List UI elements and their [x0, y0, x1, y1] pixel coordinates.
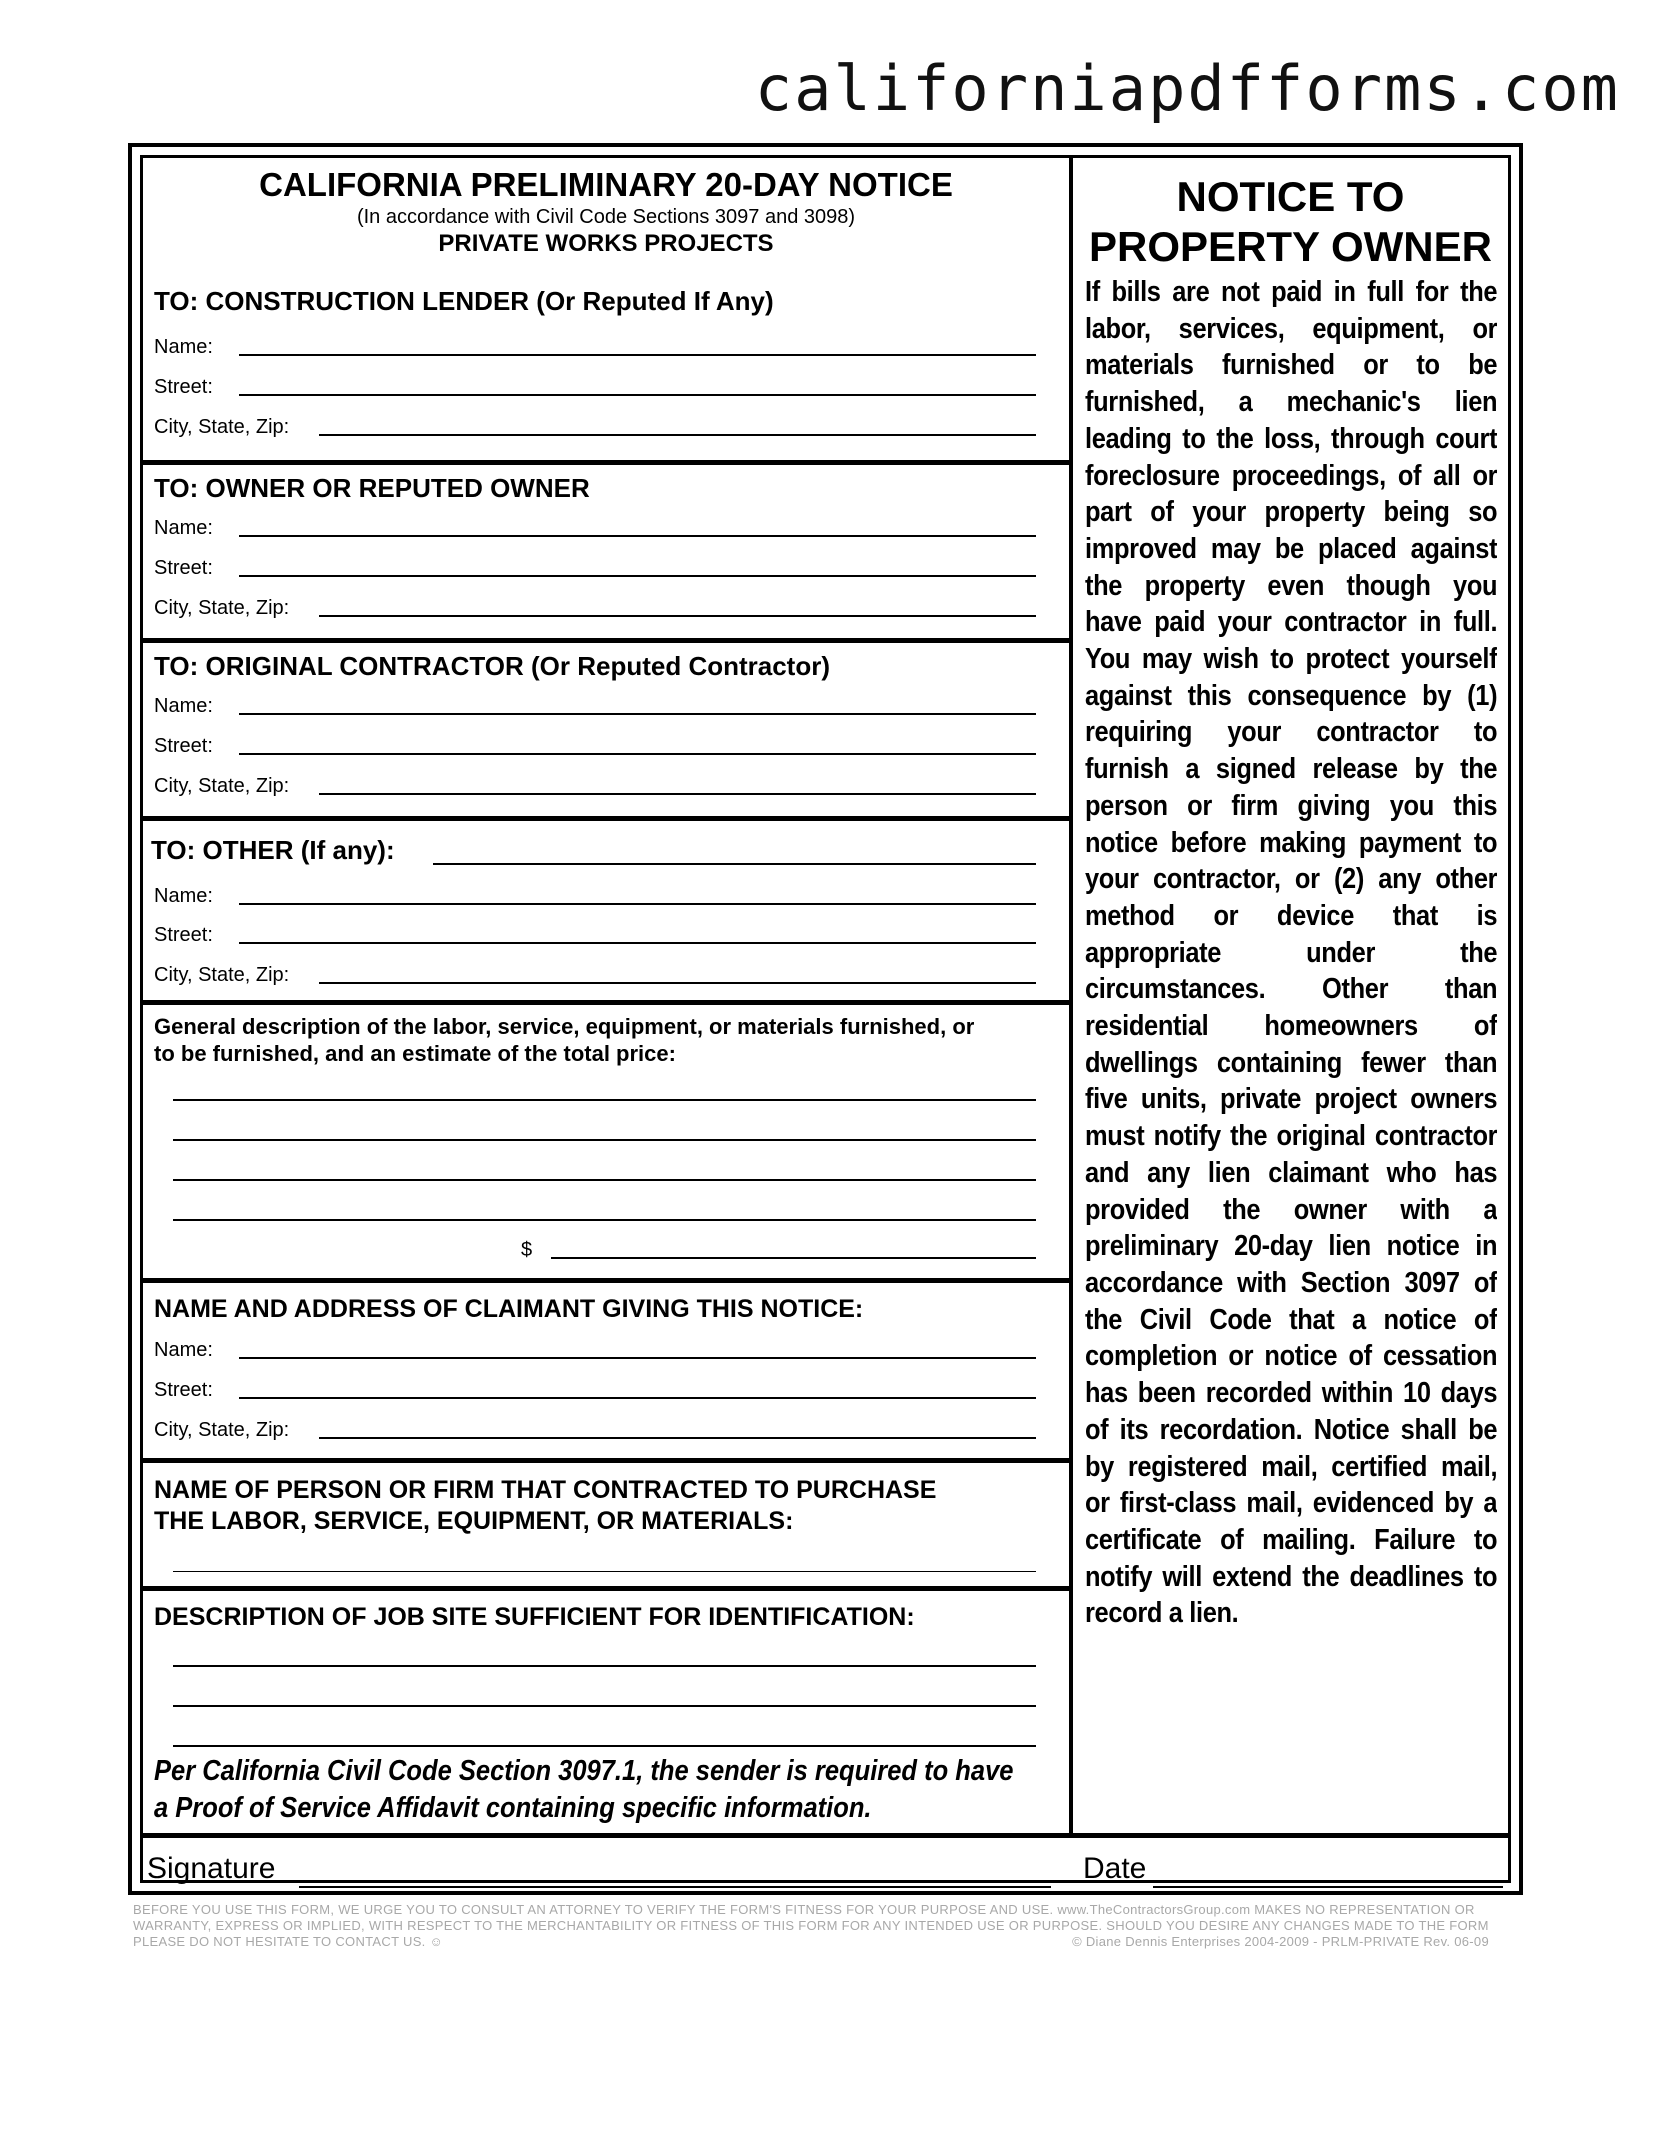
notice-heading	[1073, 172, 1508, 272]
form-inner-frame	[140, 155, 1511, 1883]
other-street-label: Street:	[154, 924, 213, 946]
signature-field[interactable]	[299, 1886, 1051, 1888]
lender-name-field[interactable]	[239, 354, 1036, 356]
proof-of-service-note	[154, 1753, 1043, 1827]
form-title: CALIFORNIA PRELIMINARY 20-DAY NOTICE	[259, 166, 953, 203]
date-label: Date	[1083, 1852, 1147, 1885]
disclaimer-line1: BEFORE YOU USE THIS FORM, WE URGE YOU TO CONSULT AN ATTORNEY TO VERIFY THE FORM'S FITNESS FOR YOUR PURPOSE AND USE. www.TheContractorsGroup.com MAKES NO REPRESENTATION OR	[133, 1902, 1475, 1917]
contractor-city-field[interactable]	[319, 793, 1036, 795]
claimant-name-label: Name:	[154, 1339, 213, 1361]
jobsite-field-2[interactable]	[173, 1705, 1036, 1707]
description-field-3[interactable]	[173, 1179, 1036, 1181]
description-heading-line1: General description of the labor, service, equipment, or materials furnished, or	[154, 1014, 975, 1039]
contractor-street-field[interactable]	[239, 753, 1036, 755]
jobsite-heading: DESCRIPTION OF JOB SITE SUFFICIENT FOR IDENTIFICATION:	[154, 1603, 915, 1631]
form-subtitle: (In accordance with Civil Code Sections 3097 and 3098)	[356, 206, 856, 228]
claimant-heading: NAME AND ADDRESS OF CLAIMANT GIVING THIS NOTICE:	[154, 1295, 864, 1323]
claimant-city-field[interactable]	[319, 1437, 1036, 1439]
other-street-field[interactable]	[239, 942, 1036, 944]
claimant-name-field[interactable]	[239, 1357, 1036, 1359]
signature-row	[143, 1833, 1508, 1897]
notice-body-wrap	[1085, 274, 1497, 1774]
claimant-section	[143, 1278, 1069, 1458]
lender-street-label: Street:	[154, 376, 213, 398]
claimant-city-label: City, State, Zip:	[154, 1419, 290, 1441]
signature-label: Signature	[147, 1852, 276, 1885]
claimant-street-field[interactable]	[239, 1397, 1036, 1399]
other-field[interactable]	[433, 863, 1036, 865]
form-subtitle-projects: PRIVATE WORKS PROJECTS	[438, 230, 774, 257]
notice-heading-line2: PROPERTY OWNER	[1089, 223, 1492, 270]
purchaser-heading-line2: THE LABOR, SERVICE, EQUIPMENT, OR MATERIALS:	[154, 1507, 794, 1535]
description-heading-line2: to be furnished, and an estimate of the total price:	[154, 1041, 676, 1066]
owner-city-label: City, State, Zip:	[154, 597, 290, 619]
owner-city-field[interactable]	[319, 615, 1036, 617]
notice-heading-line1: NOTICE TO	[1176, 173, 1405, 220]
notice-body: If bills are not paid in full for the labor, services, equipment, or materials furnished or to be furnished, a mechanic's lien leading to the loss, through court foreclosure proceedings, of all or part of your property being so improved may be placed against the property even though you have paid your contractor in full. You may wish to protect yourself against this consequence by (1) requiring your contractor to furnish a signed release by the person or firm giving you this notice before making payment to your contractor, or (2) any other method or device that is appropriate under the circumstances. Other than residential homeowners of dwellings containing fewer than five units, private project owners must notify the original contractor and any lien claimant who has provided the owner with a preliminary 20-day lien notice in accordance with Section 3097 of the Civil Code that a notice of completion or notice of cessation has been recorded within 10 days of its recordation. Notice shall be by registered mail, certified mail, or first-class mail, evidenced by a certificate of mailing. Failure to notify will extend the deadlines to record a lien.	[1085, 276, 1497, 1630]
disclaimer-footer	[133, 1902, 1523, 1950]
purchaser-heading-line1: NAME OF PERSON OR FIRM THAT CONTRACTED TO PURCHASE	[154, 1476, 937, 1504]
total-price-field[interactable]	[551, 1257, 1036, 1259]
owner-street-label: Street:	[154, 557, 213, 579]
other-heading: TO: OTHER (If any):	[151, 835, 395, 865]
contractor-section	[143, 638, 1069, 816]
jobsite-field-1[interactable]	[173, 1665, 1036, 1667]
dollar-sign: $	[521, 1239, 533, 1261]
other-name-field[interactable]	[239, 903, 1036, 905]
lender-heading: TO: CONSTRUCTION LENDER (Or Reputed If Any)	[154, 286, 774, 316]
owner-section	[143, 460, 1069, 638]
disclaimer-line2: WARRANTY, EXPRESS OR IMPLIED, WITH RESPECT TO THE MERCHANTABILITY OR FITNESS OF THIS FORM FOR ANY INTENDED USE OR PURPOSE. SHOULD YOU DESIRE ANY CHANGES MADE TO THE FORM	[133, 1918, 1489, 1933]
description-field-2[interactable]	[173, 1139, 1036, 1141]
claimant-street-label: Street:	[154, 1379, 213, 1401]
contractor-heading: TO: ORIGINAL CONTRACTOR (Or Reputed Contractor)	[154, 651, 830, 681]
other-city-label: City, State, Zip:	[154, 964, 290, 986]
jobsite-field-3[interactable]	[173, 1745, 1036, 1747]
notice-column	[1073, 158, 1508, 1833]
purchaser-section	[143, 1458, 1069, 1586]
date-field[interactable]	[1153, 1886, 1503, 1888]
form-frame	[128, 143, 1523, 1895]
owner-heading: TO: OWNER OR REPUTED OWNER	[154, 473, 590, 503]
description-field-1[interactable]	[173, 1099, 1036, 1101]
proof-of-service-note-line2: a Proof of Service Affidavit containing specific information.	[154, 1792, 872, 1824]
owner-name-field[interactable]	[239, 535, 1036, 537]
lender-city-field[interactable]	[319, 434, 1036, 436]
other-section	[143, 816, 1069, 1000]
description-field-4[interactable]	[173, 1219, 1036, 1221]
contractor-street-label: Street:	[154, 735, 213, 757]
owner-name-label: Name:	[154, 517, 213, 539]
other-name-label: Name:	[154, 885, 213, 907]
watermark: californiapdfforms.com	[754, 52, 1620, 125]
lender-name-label: Name:	[154, 336, 213, 358]
lender-street-field[interactable]	[239, 394, 1036, 396]
disclaimer-line3: PLEASE DO NOT HESITATE TO CONTACT US. ☺	[133, 1934, 444, 1949]
lender-city-label: City, State, Zip:	[154, 416, 290, 438]
form-left-column	[143, 158, 1073, 1833]
lender-section	[143, 158, 1069, 468]
proof-of-service-note-line1: Per California Civil Code Section 3097.1, the sender is required to have	[154, 1755, 1014, 1787]
description-section	[143, 1000, 1069, 1278]
purchaser-field[interactable]	[173, 1571, 1036, 1572]
owner-street-field[interactable]	[239, 575, 1036, 577]
contractor-name-label: Name:	[154, 695, 213, 717]
contractor-city-label: City, State, Zip:	[154, 775, 290, 797]
copyright: © Diane Dennis Enterprises 2004-2009 - PRLM-PRIVATE Rev. 06-09	[1072, 1934, 1489, 1949]
contractor-name-field[interactable]	[239, 713, 1036, 715]
other-city-field[interactable]	[319, 982, 1036, 984]
